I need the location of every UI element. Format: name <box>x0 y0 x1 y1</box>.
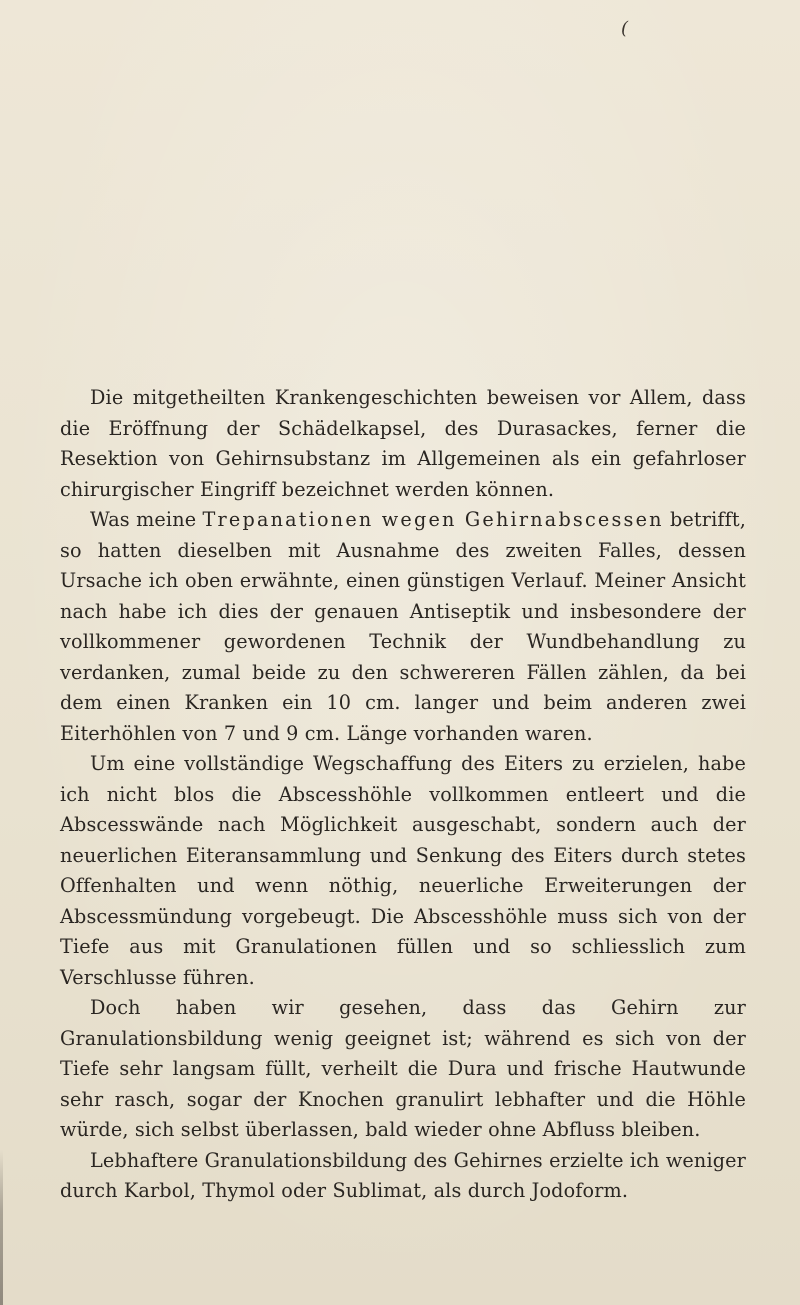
paragraph-5: Lebhaftere Granulationsbildung des Gehirnes erzielte ich weniger durch Karbol, Thymol oder Sublimat, als durch Jodoform. <box>60 1148 746 1202</box>
paragraph-2-rest: betrifft, so hatten dieselben mit Ausnahme des zweiten Falles, dessen Ursache ich oben erwähnte, einen günstigen Verlauf. Meiner Ansicht nach habe ich dies der genauen Antiseptik und insbesondere der vollkommener gewordenen Technik der Wundbehandlung zu verdanken, zumal beide zu den schwereren Fällen zählen, da bei dem einen Kranken ein 10 cm. langer und beim anderen zwei Eiterhöhlen von 7 und 9 cm. Länge vorhanden waren. <box>60 508 746 745</box>
paragraph-4: Doch haben wir gesehen, dass das Gehirn zur Granulationsbildung wenig geeignet ist; während es sich von der Tiefe sehr langsam füllt, verheilt die Dura und frische Hautwunde sehr rasch, sogar der Knochen granulirt lebhafter und die Höhle würde, sich selbst überlassen, bald wieder ohne Abfluss bleiben. <box>60 996 746 1141</box>
body-text <box>60 383 746 1207</box>
paragraph-1: Die mitgetheilten Krankengeschichten beweisen vor Allem, dass die Eröffnung der Schädelkapsel, des Durasackes, ferner die Resektion von Gehirnsubstanz im Allgemeinen als ein gefahrloser chirurgischer Eingriff bezeichnet werden können. <box>60 386 746 501</box>
paragraph-3: Um eine vollständige Wegschaffung des Eiters zu erzielen, habe ich nicht blos die Abscesshöhle vollkommen entleert und die Abscesswände nach Möglichkeit ausgeschabt, sondern auch der neuerlichen Eiteransammlung und Senkung des Eiters durch stetes Offenhalten und wenn nöthig, neuerliche Erweiterungen der Abscessmündung vorgebeugt. Die Abscesshöhle muss sich von der Tiefe aus mit Granulationen füllen und so schliesslich zum Verschlusse führen. <box>60 752 746 989</box>
paragraph-2-lead: Was meine <box>90 508 203 531</box>
paragraph-2 <box>60 505 746 749</box>
page-binding-edge <box>0 1150 3 1305</box>
paragraph-2-emphasis: Trepanationen wegen Gehirnabscessen <box>202 508 664 531</box>
page-mark: ( <box>621 18 629 39</box>
